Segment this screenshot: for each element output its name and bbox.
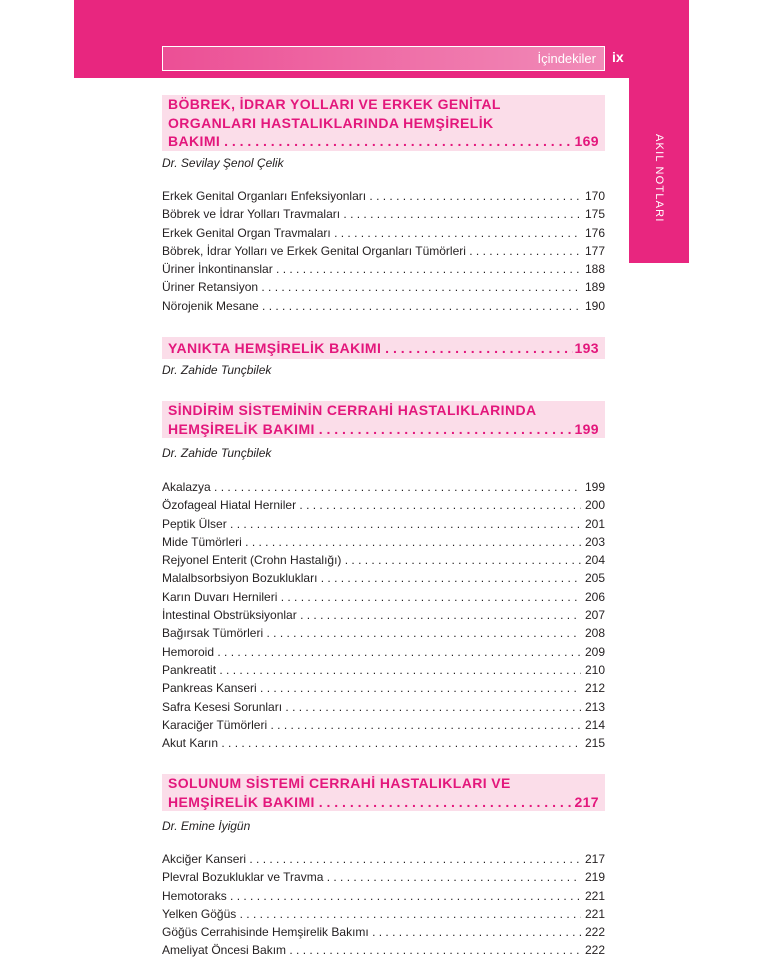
section-heading[interactable] [162, 401, 605, 438]
entry-page: 209 [584, 644, 605, 659]
toc-entry[interactable] [162, 624, 605, 642]
entry-page: 210 [584, 662, 605, 677]
entry-page: 170 [584, 189, 605, 203]
entry-page: 199 [584, 480, 605, 494]
entry-page: 222 [584, 943, 605, 958]
section-heading[interactable] [162, 337, 605, 359]
toc-entry[interactable] [162, 224, 605, 242]
entry-title: Yelken Göğüs . . . [162, 905, 581, 923]
entry-title: Hemotoraks . . . [162, 887, 581, 905]
entry-title: Hemoroid . . . [162, 643, 581, 661]
toc-entry[interactable] [162, 679, 605, 697]
side-tab [629, 78, 689, 263]
toc-entry[interactable] [162, 569, 605, 587]
toc-entry[interactable] [162, 923, 605, 941]
toc-entry[interactable] [162, 205, 605, 223]
toc-entry[interactable] [162, 905, 605, 923]
entry-page: 190 [584, 298, 605, 313]
section-heading-line: SİNDİRİM SİSTEMİNİN CERRAHİ HASTALIKLARINDA [168, 402, 537, 418]
toc-entry[interactable] [162, 533, 605, 551]
toc-entry[interactable] [162, 643, 605, 661]
section-heading-line: HEMŞİRELİK BAKIMI . . . [168, 793, 573, 812]
toc-entry[interactable] [162, 515, 605, 533]
entry-title: Üriner İnkontinanslar . . . [162, 260, 581, 278]
entry-page: 214 [584, 717, 605, 732]
entry-title: Karaciğer Tümörleri . . . [162, 716, 581, 734]
section-heading-line: ORGANLARI HASTALIKLARINDA HEMŞİRELİK [168, 114, 494, 131]
toc-entry[interactable] [162, 187, 605, 205]
entry-title: Erkek Genital Organ Travmaları . . . [162, 224, 581, 242]
entry-list [162, 478, 605, 752]
toc-entry[interactable] [162, 260, 605, 278]
toc-entry[interactable] [162, 551, 605, 569]
toc-entry[interactable] [162, 850, 605, 868]
side-tab-label: AKIL NOTLARI [653, 134, 665, 223]
entry-title: Peptik Ülser . . . [162, 515, 581, 533]
section-heading-line: BAKIMI . . . [168, 132, 573, 151]
entry-page: 213 [584, 699, 605, 714]
section-author: Dr. Zahide Tunçbilek [162, 363, 272, 377]
entry-title: Nörojenik Mesane . . . [162, 297, 581, 315]
toc-entry[interactable] [162, 887, 605, 905]
entry-title: Böbrek, İdrar Yolları ve Erkek Genital Organları Tümörleri . . . [162, 242, 581, 260]
section-page: 199 [574, 420, 599, 437]
entry-title: Safra Kesesi Sorunları . . . [162, 698, 581, 716]
entry-page: 175 [584, 207, 605, 222]
section-author: Dr. Zahide Tunçbilek [162, 446, 272, 460]
running-header [162, 46, 605, 71]
entry-page: 205 [584, 571, 605, 586]
entry-page: 200 [584, 498, 605, 513]
toc-entry[interactable] [162, 698, 605, 716]
toc-entry[interactable] [162, 661, 605, 679]
entry-title: Bağırsak Tümörleri . . . [162, 624, 581, 642]
entry-page: 188 [584, 262, 605, 277]
toc-entry[interactable] [162, 716, 605, 734]
entry-title: Pankreatit . . . [162, 661, 581, 679]
entry-page: 217 [584, 852, 605, 866]
entry-title: Akciğer Kanseri . . . [162, 850, 581, 868]
running-header-title: İçindekiler [537, 51, 596, 66]
entry-title: Karın Duvarı Hernileri . . . [162, 588, 581, 606]
entry-title: Malalbsorbsiyon Bozuklukları . . . [162, 569, 581, 587]
entry-list [162, 850, 605, 960]
entry-page: 207 [584, 608, 605, 623]
entry-title: Erkek Genital Organları Enfeksiyonları . . . [162, 187, 581, 205]
entry-title: Üriner Retansiyon . . . [162, 278, 581, 296]
toc-entry[interactable] [162, 496, 605, 514]
entry-title: Göğüs Cerrahisinde Hemşirelik Bakımı . . . [162, 923, 581, 941]
toc-entry[interactable] [162, 242, 605, 260]
toc-entry[interactable] [162, 868, 605, 886]
entry-page: 204 [584, 553, 605, 568]
entry-title: Özofageal Hiatal Herniler . . . [162, 496, 581, 514]
entry-page: 221 [584, 906, 605, 921]
toc-entry[interactable] [162, 734, 605, 752]
toc-entry[interactable] [162, 588, 605, 606]
section-heading[interactable] [162, 774, 605, 811]
entry-page: 189 [584, 280, 605, 295]
entry-page: 215 [584, 736, 605, 751]
entry-page: 201 [584, 516, 605, 531]
entry-title: İntestinal Obstrüksiyonlar . . . [162, 606, 581, 624]
section-author: Dr. Sevilay Şenol Çelik [162, 156, 284, 170]
entry-page: 206 [584, 589, 605, 604]
section-page: 169 [574, 133, 599, 149]
entry-title: Akut Karın . . . [162, 734, 581, 752]
entry-title: Pankreas Kanseri . . . [162, 679, 581, 697]
entry-title: Plevral Bozukluklar ve Travma . . . [162, 868, 581, 886]
toc-entry[interactable] [162, 297, 605, 315]
entry-title: Rejyonel Enterit (Crohn Hastalığı) . . . [162, 551, 581, 569]
section-heading[interactable] [162, 95, 605, 151]
entry-page: 208 [584, 626, 605, 641]
entry-title: Böbrek ve İdrar Yolları Travmaları . . . [162, 205, 581, 223]
section-heading-line: BÖBREK, İDRAR YOLLARI VE ERKEK GENİTAL [168, 96, 501, 112]
toc-entry[interactable] [162, 606, 605, 624]
section-author: Dr. Emine İyigün [162, 819, 251, 833]
entry-title: Akalazya . . . [162, 478, 581, 496]
entry-page: 203 [584, 534, 605, 549]
entry-page: 219 [584, 870, 605, 885]
entry-title: Mide Tümörleri . . . [162, 533, 581, 551]
section-heading-line: SOLUNUM SİSTEMİ CERRAHİ HASTALIKLARI VE [168, 775, 511, 791]
entry-page: 177 [584, 243, 605, 258]
entry-page: 212 [584, 681, 605, 696]
page-number: ix [612, 49, 624, 65]
entry-title: Ameliyat Öncesi Bakım . . . [162, 941, 581, 959]
entry-list [162, 187, 605, 315]
toc-entry[interactable] [162, 478, 605, 496]
entry-page: 221 [584, 888, 605, 903]
entry-page: 176 [584, 225, 605, 240]
toc-entry[interactable] [162, 941, 605, 959]
section-heading-line: YANIKTA HEMŞİRELİK BAKIMI . . . [168, 337, 573, 359]
entry-page: 222 [584, 925, 605, 940]
section-page: 193 [574, 340, 599, 356]
section-heading-line: HEMŞİRELİK BAKIMI . . . [168, 420, 573, 439]
toc-entry[interactable] [162, 278, 605, 296]
section-page: 217 [574, 793, 599, 810]
